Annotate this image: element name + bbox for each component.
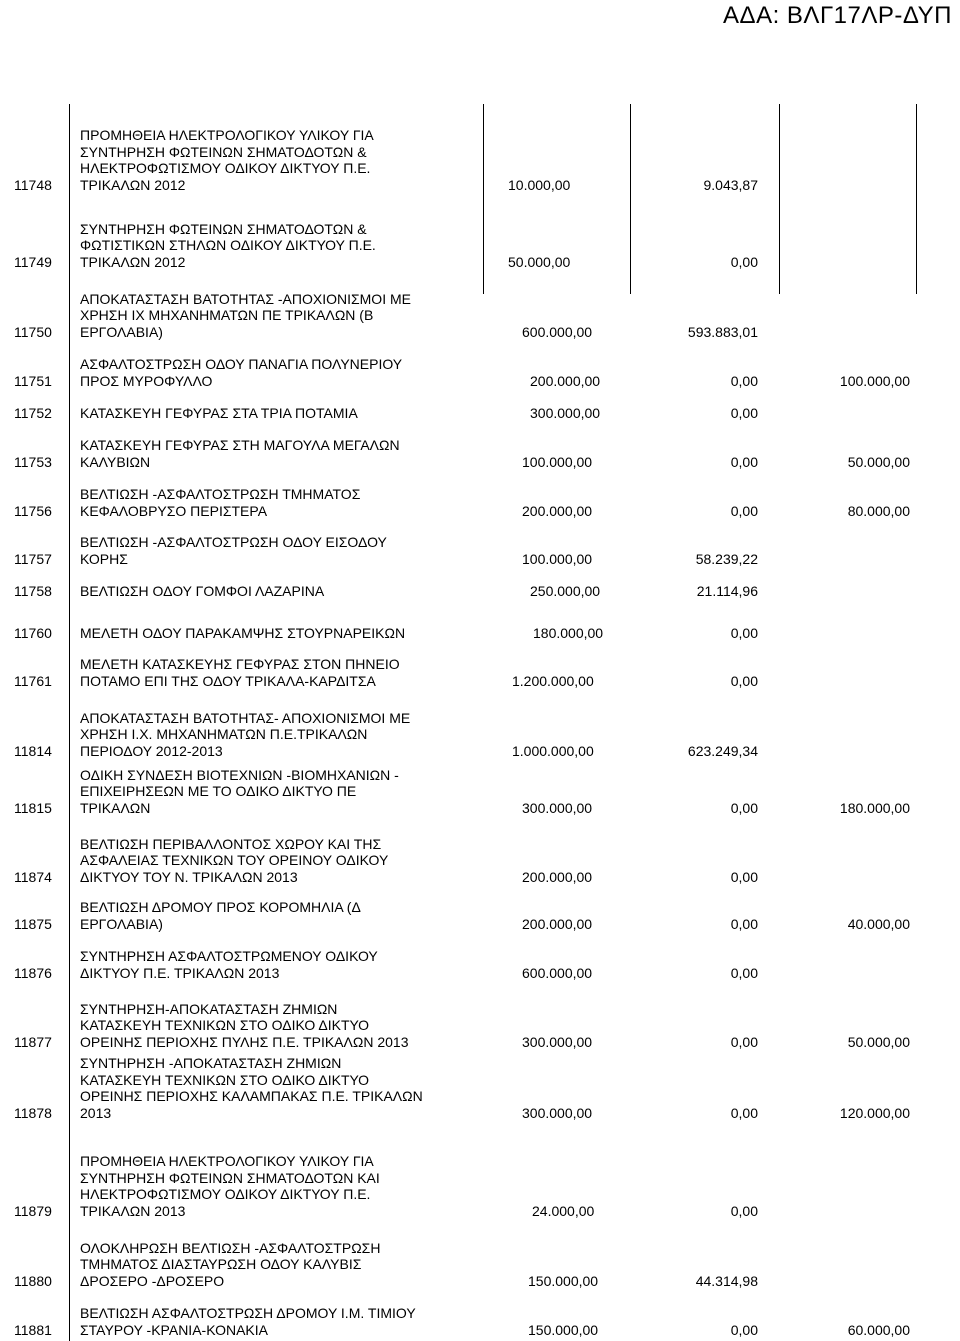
row-code: 11750 (14, 323, 52, 340)
description-line: ΚΟΡΗΣ (80, 550, 128, 567)
row-code: 11880 (14, 1272, 52, 1289)
row-budget: 200.000,00 (522, 915, 593, 932)
description-line: ΤΡΙΚΑΛΩΝ 2012 (80, 176, 186, 193)
description-line: ΣΥΝΤΗΡΗΣΗ -ΑΠΟΚΑΤΑΣΤΑΣΗ ΖΗΜΙΩΝ (80, 1055, 342, 1071)
row-budget: 180.000,00 (533, 624, 604, 641)
description-line: ΦΩΤΙΣΤΙΚΩΝ ΣΤΗΛΩΝ ΟΔΙΚΟΥ ΔΙΚΤΥΟΥ Π.Ε. (80, 237, 376, 253)
row-code: 11758 (14, 582, 52, 599)
row-code: 11752 (14, 404, 52, 421)
description-line: ΚΑΤΑΣΚΕΥΗ ΓΕΦΥΡΑΣ ΣΤΗ ΜΑΓΟΥΛΑ ΜΕΓΑΛΩΝ (80, 437, 400, 453)
description-line: ΟΡΕΙΝΗΣ ΠΕΡΙΟΧΗΣ ΚΑΛΑΜΠΑΚΑΣ Π.Ε. ΤΡΙΚΑΛΩΝ (80, 1088, 423, 1104)
row-allocation: 40.000,00 (847, 915, 910, 932)
description-line: ΚΕΦΑΛΟΒΡΥΣΟ ΠΕΡΙΣΤΕΡΑ (80, 502, 268, 519)
row-budget: 250.000,00 (530, 582, 601, 599)
row-allocation: 180.000,00 (839, 799, 910, 816)
row-code: 11878 (14, 1104, 52, 1121)
description-line: ΠΕΡΙΟΔΟΥ 2012-2013 (80, 742, 223, 759)
row-code: 11879 (14, 1202, 52, 1219)
description-line: ΣΥΝΤΗΡΗΣΗ ΑΣΦΑΛΤΟΣΤΡΩΜΕΝΟΥ ΟΔΙΚΟΥ (80, 948, 378, 964)
description-line: 2013 (80, 1104, 112, 1121)
description-line: ΒΕΛΤΙΩΣΗ ΠΕΡΙΒΑΛΛΟΝΤΟΣ ΧΩΡΟΥ ΚΑΙ ΤΗΣ (80, 835, 382, 852)
row-code: 11749 (14, 253, 52, 270)
row-allocation: 50.000,00 (847, 1033, 910, 1050)
document-ada-header: ΑΔΑ: ΒΛΓ17ΛΡ-ΔΥΠ (723, 2, 952, 29)
row-budget: 150.000,00 (528, 1321, 599, 1338)
description-line: ΟΔΙΚΗ ΣΥΝΔΕΣΗ ΒΙΟΤΕΧΝΙΩΝ -ΒΙΟΜΗΧΑΝΙΩΝ - (80, 766, 399, 783)
row-spent: 0,00 (730, 1202, 758, 1219)
description-line: ΕΡΓΟΛΑΒΙΑ) (80, 915, 163, 932)
row-spent: 0,00 (730, 1104, 758, 1121)
row-allocation: 80.000,00 (847, 502, 910, 519)
row-budget: 100.000,00 (522, 550, 593, 567)
row-budget: 150.000,00 (528, 1272, 599, 1289)
row-allocation: 50.000,00 (847, 453, 910, 470)
description-line: ΒΕΛΤΙΩΣΗ -ΑΣΦΑΛΤΟΣΤΡΩΣΗ ΤΜΗΜΑΤΟΣ (80, 486, 361, 502)
row-budget: 50.000,00 (508, 253, 571, 270)
description-line: ΗΛΕΚΤΡΟΦΩΤΙΣΜΟΥ ΟΔΙΚΟΥ ΔΙΚΤΥΟΥ Π.Ε. (80, 1186, 371, 1202)
row-allocation: 100.000,00 (839, 372, 910, 389)
row-allocation: 120.000,00 (839, 1104, 910, 1121)
description-line: ΜΕΛΕΤΗ ΚΑΤΑΣΚΕΥΗΣ ΓΕΦΥΡΑΣ ΣΤΟΝ ΠΗΝΕΙΟ (80, 656, 400, 672)
row-code: 11815 (14, 799, 52, 816)
row-budget: 300.000,00 (522, 1104, 593, 1121)
row-budget: 1.200.000,00 (512, 672, 594, 689)
row-code: 11877 (14, 1033, 52, 1050)
row-spent: 0,00 (730, 868, 758, 885)
row-budget: 300.000,00 (522, 1033, 593, 1050)
row-code: 11875 (14, 915, 52, 932)
row-spent: 623.249,34 (687, 742, 758, 759)
description-line: ΤΡΙΚΑΛΩΝ 2013 (80, 1202, 186, 1219)
row-budget: 10.000,00 (508, 176, 571, 193)
description-line: ΚΑΤΑΣΚΕΥΗ ΓΕΦΥΡΑΣ ΣΤΑ ΤΡΙΑ ΠΟΤΑΜΙΑ (80, 404, 358, 421)
row-code: 11761 (14, 672, 52, 689)
row-budget: 200.000,00 (530, 372, 601, 389)
row-spent: 58.239,22 (695, 550, 758, 567)
description-line: ΣΤΑΥΡΟΥ -ΚΡΑΝΙΑ-ΚΟΝΑΚΙΑ (80, 1321, 269, 1338)
description-line: ΕΠΙΧΕΙΡΗΣΕΩΝ ΜΕ ΤΟ ΟΔΙΚΟ ΔΙΚΤΥΟ ΠΕ (80, 783, 357, 799)
row-code: 11760 (14, 624, 52, 641)
row-budget: 100.000,00 (522, 453, 593, 470)
row-code: 11814 (14, 742, 52, 759)
description-line: ΑΣΦΑΛΕΙΑΣ ΤΕΧΝΙΚΩΝ ΤΟΥ ΟΡΕΙΝΟΥ ΟΔΙΚΟΥ (80, 852, 389, 868)
row-budget: 1.000.000,00 (512, 742, 594, 759)
row-budget: 200.000,00 (522, 502, 593, 519)
description-line: ΤΡΙΚΑΛΩΝ (80, 799, 151, 816)
description-line: ΤΡΙΚΑΛΩΝ 2012 (80, 253, 186, 270)
description-line: ΧΡΗΣΗ ΙΧ ΜΗΧΑΝΗΜΑΤΩΝ ΠΕ ΤΡΙΚΑΛΩΝ (Β (80, 307, 374, 323)
row-spent: 593.883,01 (687, 323, 758, 340)
description-line: ΜΕΛΕΤΗ ΟΔΟΥ ΠΑΡΑΚΑΜΨΗΣ ΣΤΟΥΡΝΑΡΕΙΚΩΝ (80, 624, 406, 641)
row-code: 11756 (14, 502, 52, 519)
row-spent: 0,00 (730, 964, 758, 981)
description-line: ΠΡΟΜΗΘΕΙΑ ΗΛΕΚΤΡΟΛΟΓΙΚΟΥ ΥΛΙΚΟΥ ΓΙΑ (80, 1153, 374, 1169)
description-line: ΔΙΚΤΥΟΥ ΤΟΥ Ν. ΤΡΙΚΑΛΩΝ 2013 (80, 868, 298, 885)
description-line: ΣΥΝΤΗΡΗΣΗ ΦΩΤΕΙΝΩΝ ΣΗΜΑΤΟΔΟΤΩΝ & (80, 220, 367, 237)
row-code: 11876 (14, 964, 52, 981)
row-spent: 9.043,87 (703, 176, 758, 193)
row-spent: 0,00 (730, 1033, 758, 1050)
row-spent: 0,00 (730, 502, 758, 519)
row-code: 11874 (14, 868, 52, 885)
row-spent: 0,00 (730, 915, 758, 932)
row-budget: 300.000,00 (530, 404, 601, 421)
row-spent: 0,00 (730, 253, 758, 270)
description-line: ΔΙΚΤΥΟΥ Π.Ε. ΤΡΙΚΑΛΩΝ 2013 (80, 964, 280, 981)
description-line: ΔΡΟΣΕΡΟ -ΔΡΟΣΕΡΟ (80, 1272, 225, 1289)
description-line: ΚΑΛΥΒΙΩΝ (80, 453, 151, 470)
description-line: ΒΕΛΤΙΩΣΗ ΔΡΟΜΟΥ ΠΡΟΣ ΚΟΡΟΜΗΛΙΑ (Δ (80, 899, 361, 915)
description-line: ΚΑΤΑΣΚΕΥΗ ΤΕΧΝΙΚΩΝ ΣΤΟ ΟΔΙΚΟ ΔΙΚΤΥΟ (80, 1071, 369, 1088)
description-line: ΟΛΟΚΛΗΡΩΣΗ ΒΕΛΤΙΩΣΗ -ΑΣΦΑΛΤΟΣΤΡΩΣΗ (80, 1239, 381, 1256)
description-line: ΒΕΛΤΙΩΣΗ ΑΣΦΑΛΤΟΣΤΡΩΣΗ ΔΡΟΜΟΥ Ι.Μ. ΤΙΜΙΟΥ (80, 1305, 416, 1321)
row-allocation: 60.000,00 (847, 1321, 910, 1338)
description-line: ΑΣΦΑΛΤΟΣΤΡΩΣΗ ΟΔΟΥ ΠΑΝΑΓΙΑ ΠΟΛΥΝΕΡΙΟΥ (80, 356, 403, 372)
description-line: ΒΕΛΤΙΩΣΗ ΟΔΟΥ ΓΟΜΦΟΙ ΛΑΖΑΡΙΝΑ (80, 582, 325, 599)
row-budget: 600.000,00 (522, 323, 593, 340)
row-spent: 0,00 (730, 453, 758, 470)
row-code: 11757 (14, 550, 52, 567)
description-line: ΟΡΕΙΝΗΣ ΠΕΡΙΟΧΗΣ ΠΥΛΗΣ Π.Ε. ΤΡΙΚΑΛΩΝ 2013 (80, 1033, 409, 1050)
row-spent: 0,00 (730, 672, 758, 689)
description-line: ΤΜΗΜΑΤΟΣ ΔΙΑΣΤΑΥΡΩΣΗ ΟΔΟΥ ΚΑΛΥΒΙΣ (80, 1256, 362, 1272)
row-spent: 44.314,98 (695, 1272, 758, 1289)
description-line: ΣΥΝΤΗΡΗΣΗ-ΑΠΟΚΑΤΑΣΤΑΣΗ ΖΗΜΙΩΝ (80, 1000, 338, 1017)
description-line: ΠΡΟΣ ΜΥΡΟΦΥΛΛΟ (80, 372, 213, 389)
description-line: ΕΡΓΟΛΑΒΙΑ) (80, 323, 163, 340)
description-line: ΗΛΕΚΤΡΟΦΩΤΙΣΜΟΥ ΟΔΙΚΟΥ ΔΙΚΤΥΟΥ Π.Ε. (80, 160, 371, 176)
description-line: ΣΥΝΤΗΡΗΣΗ ΦΩΤΕΙΝΩΝ ΣΗΜΑΤΟΔΟΤΩΝ & (80, 143, 367, 160)
row-spent: 0,00 (730, 1321, 758, 1338)
description-line: ΧΡΗΣΗ Ι.Χ. ΜΗΧΑΝΗΜΑΤΩΝ Π.Ε.ΤΡΙΚΑΛΩΝ (80, 726, 368, 742)
row-budget: 600.000,00 (522, 964, 593, 981)
description-line: ΠΟΤΑΜΟ ΕΠΙ ΤΗΣ ΟΔΟΥ ΤΡΙΚΑΛΑ-ΚΑΡΔΙΤΣΑ (80, 672, 376, 689)
row-budget: 24.000,00 (532, 1202, 595, 1219)
description-line: ΚΑΤΑΣΚΕΥΗ ΤΕΧΝΙΚΩΝ ΣΤΟ ΟΔΙΚΟ ΔΙΚΤΥΟ (80, 1017, 369, 1033)
row-description (80, 1305, 510, 1338)
row-budget: 300.000,00 (522, 799, 593, 816)
description-line: ΑΠΟΚΑΤΑΣΤΑΣΗ ΒΑΤΟΤΗΤΑΣ -ΑΠΟΧΙΟΝΙΣΜΟΙ ΜΕ (80, 290, 411, 307)
description-line: ΣΥΝΤΗΡΗΣΗ ΦΩΤΕΙΝΩΝ ΣΗΜΑΤΟΔΟΤΩΝ ΚΑΙ (80, 1169, 380, 1186)
row-spent: 0,00 (730, 404, 758, 421)
row-code: 11748 (14, 176, 52, 193)
row-spent: 21.114,96 (696, 582, 758, 599)
row-code: 11751 (14, 372, 52, 389)
row-spent: 0,00 (730, 372, 758, 389)
row-spent: 0,00 (730, 624, 758, 641)
description-line: ΠΡΟΜΗΘΕΙΑ ΗΛΕΚΤΡΟΛΟΓΙΚΟΥ ΥΛΙΚΟΥ ΓΙΑ (80, 127, 374, 143)
row-budget: 200.000,00 (522, 868, 593, 885)
row-code: 11881 (14, 1321, 52, 1338)
row-code: 11753 (14, 453, 52, 470)
description-line: ΒΕΛΤΙΩΣΗ -ΑΣΦΑΛΤΟΣΤΡΩΣΗ ΟΔΟΥ ΕΙΣΟΔΟΥ (80, 534, 387, 550)
description-line: ΑΠΟΚΑΤΑΣΤΑΣΗ ΒΑΤΟΤΗΤΑΣ- ΑΠΟΧΙΟΝΙΣΜΟΙ ΜΕ (80, 709, 411, 726)
row-spent: 0,00 (730, 799, 758, 816)
